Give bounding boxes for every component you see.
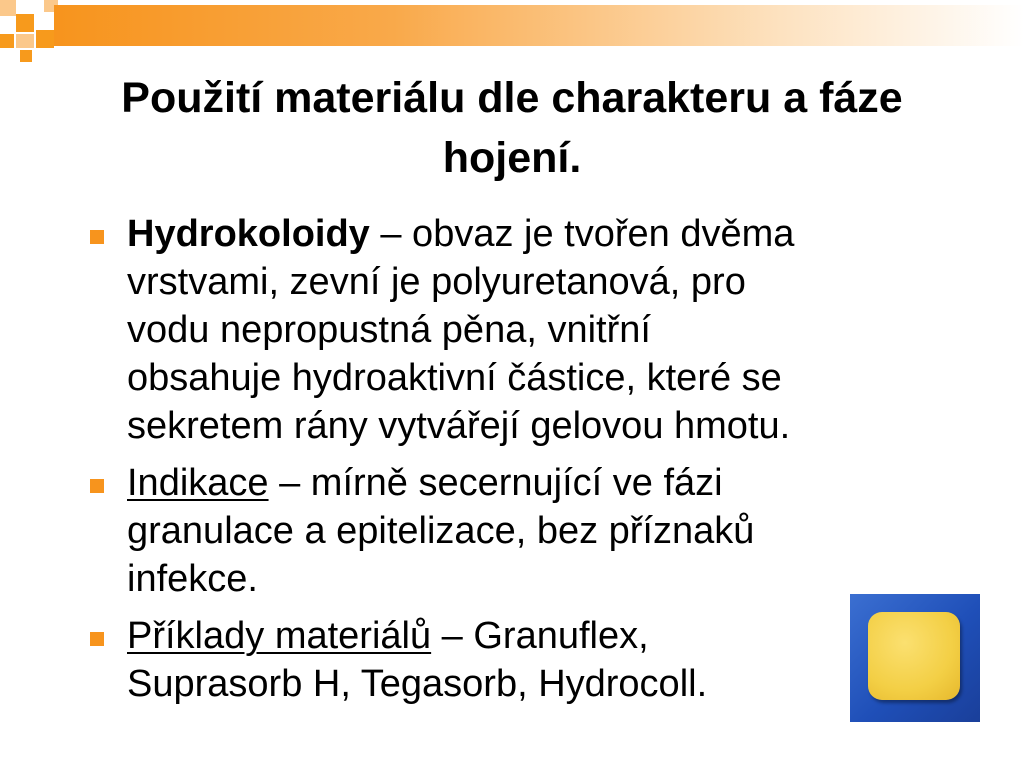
decor-square [20,50,32,62]
decor-square [0,34,14,48]
bullet-item [88,459,948,603]
bullet-text-line: obsahuje hydroaktivní částice, které se [127,357,782,399]
decor-square [16,34,34,48]
bullet-text: – obvaz je tvořen dvěma [369,213,795,255]
hydrocolloid-dressing-icon [868,612,960,700]
hydrocolloid-dressing-image [850,594,980,722]
bullet-text-line: sekretem rány vytvářejí gelovou hmotu. [127,405,791,447]
decor-square [16,14,34,32]
square-bullet-icon [90,632,104,646]
square-bullet-icon [90,479,104,493]
bullet-text: – Granuflex, [431,615,649,657]
square-bullet-icon [90,230,104,244]
bullet-list [88,210,948,717]
bullet-lead: Příklady materiálů [127,615,432,657]
bullet-text-line: vodu nepropustná pěna, vnitřní [127,309,651,351]
bullet-text-line: granulace a epitelizace, bez příznaků [127,510,755,552]
header-gradient-bar [54,5,1024,46]
bullet-item [88,210,948,450]
decor-square [0,0,16,16]
slide-title: Použití materiálu dle charakteru a fáze hojení. [121,74,903,182]
bullet-first-line [127,459,948,507]
bullet-lead: Indikace [127,462,269,504]
bullet-first-line [127,210,948,258]
bullet-first-line [127,612,948,660]
bullet-text: – mírně secernující ve fázi [268,462,723,504]
bullet-text-line: infekce. [127,558,258,600]
bullet-item [88,612,948,708]
bullet-text-line: vrstvami, zevní je polyuretanová, pro [127,261,746,303]
bullet-lead: Hydrokoloidy [127,213,370,255]
bullet-text-line: Suprasorb H, Tegasorb, Hydrocoll. [127,663,708,705]
decor-square [36,30,54,48]
